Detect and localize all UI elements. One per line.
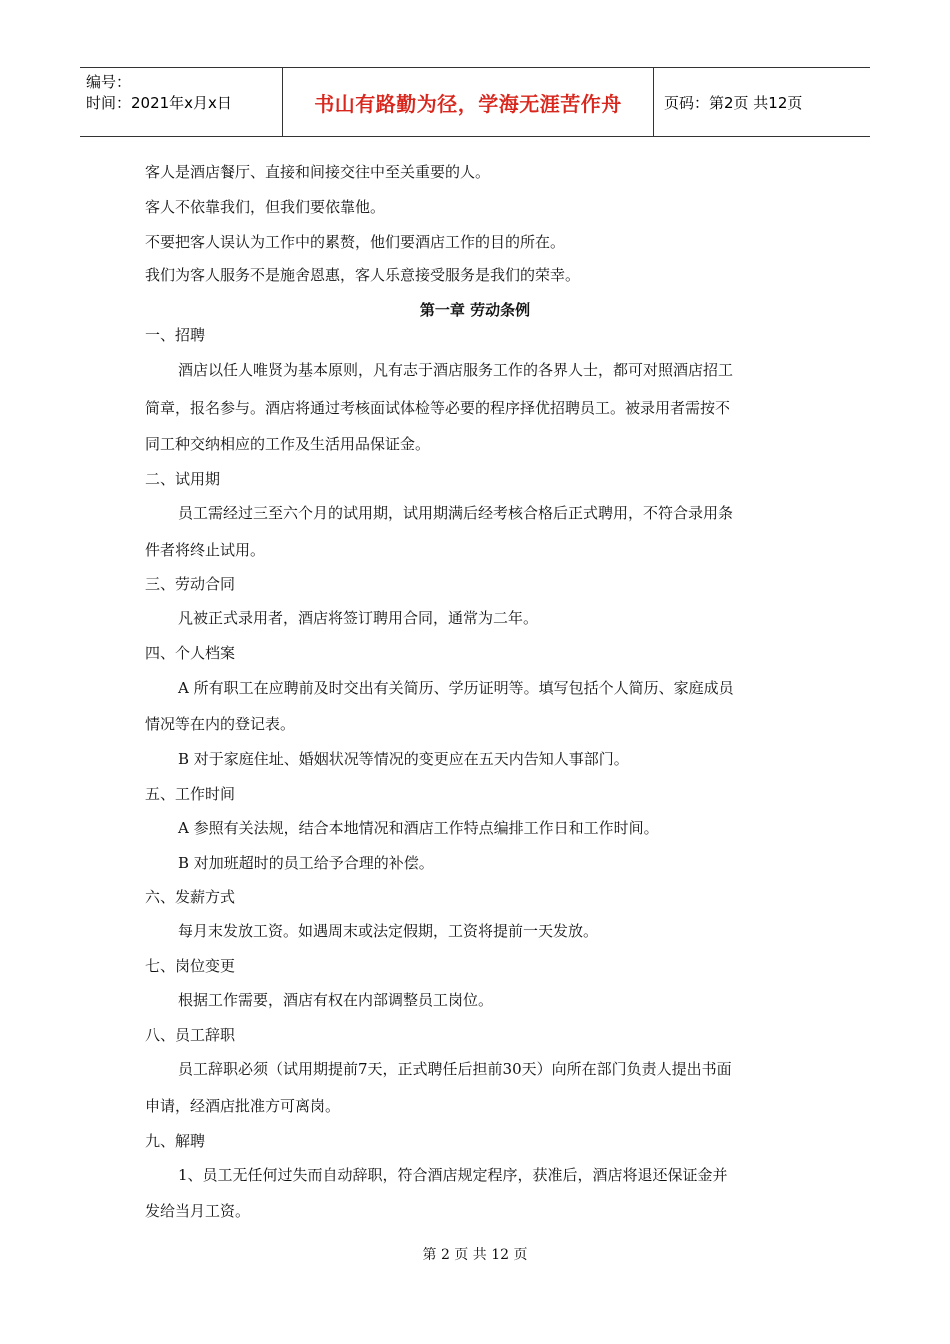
document-date: 时间：2021年x月x日	[86, 94, 232, 112]
chapter-title: 第一章 劳动条例	[419, 301, 531, 319]
intro-line: 我们为客人服务不是施舍恩惠，客人乐意接受服务是我们的荣幸。	[145, 266, 581, 284]
section-heading: 七、岗位变更	[145, 957, 236, 975]
paragraph-line: 申请，经酒店批准方可离岗。	[145, 1097, 341, 1115]
section-heading: 九、解聘	[145, 1132, 206, 1150]
section-heading: 二、试用期	[145, 470, 221, 488]
paragraph-line: A 所有职工在应聘前及时交出有关简历、学历证明等。填写包括个人简历、家庭成员	[178, 679, 734, 697]
section-heading: 六、发薪方式	[145, 888, 236, 906]
paragraph-line: 每月末发放工资。如遇周末或法定假期，工资将提前一天发放。	[178, 922, 599, 940]
intro-line: 客人是酒店餐厅、直接和间接交往中至关重要的人。	[145, 163, 491, 181]
section-heading: 八、员工辞职	[145, 1026, 236, 1044]
paragraph-line: 同工种交纳相应的工作及生活用品保证金。	[145, 435, 431, 453]
paragraph-line: 根据工作需要，酒店有权在内部调整员工岗位。	[178, 991, 494, 1009]
section-heading: 一、招聘	[145, 326, 206, 344]
paragraph-line: 简章，报名参与。酒店将通过考核面试体检等必要的程序择优招聘员工。被录用者需按不	[145, 399, 731, 417]
section-heading: 五、工作时间	[145, 785, 236, 803]
paragraph-line: 发给当月工资。	[145, 1202, 251, 1220]
paragraph-line: 酒店以任人唯贤为基本原则，凡有志于酒店服务工作的各界人士，都可对照酒店招工	[178, 361, 734, 379]
paragraph-line: 件者将终止试用。	[145, 541, 266, 559]
section-heading: 四、个人档案	[145, 644, 236, 662]
intro-line: 客人不依靠我们，但我们要依靠他。	[145, 198, 386, 216]
paragraph-line: 员工辞职必须（试用期提前7天，正式聘任后担前30天）向所在部门负责人提出书面	[178, 1060, 732, 1078]
paragraph-line: 情况等在内的登记表。	[145, 715, 296, 733]
page-footer: 第 2 页 共 12 页	[422, 1247, 528, 1263]
header-page-number: 页码：第2页 共12页	[664, 93, 803, 112]
paragraph-line: 员工需经过三至六个月的试用期，试用期满后经考核合格后正式聘用，不符合录用条	[178, 504, 734, 522]
document-number: 编号：	[86, 73, 132, 91]
header-motto: 书山有路勤为径，学海无涯苦作舟	[282, 68, 654, 136]
header-meta	[80, 68, 282, 136]
paragraph-line: 凡被正式录用者，酒店将签订聘用合同，通常为二年。	[178, 609, 539, 627]
paragraph-line: 1、员工无任何过失而自动辞职，符合酒店规定程序，获准后，酒店将退还保证金并	[178, 1166, 728, 1184]
paragraph-line: A 参照有关法规，结合本地情况和酒店工作特点编排工作日和工作时间。	[178, 819, 659, 837]
paragraph-line: B 对于家庭住址、婚姻状况等情况的变更应在五天内告知人事部门。	[178, 750, 629, 768]
page-header	[80, 67, 870, 137]
intro-line: 不要把客人误认为工作中的累赘，他们要酒店工作的目的所在。	[145, 233, 566, 251]
paragraph-line: B 对加班超时的员工给予合理的补偿。	[178, 854, 434, 872]
section-heading: 三、劳动合同	[145, 575, 236, 593]
